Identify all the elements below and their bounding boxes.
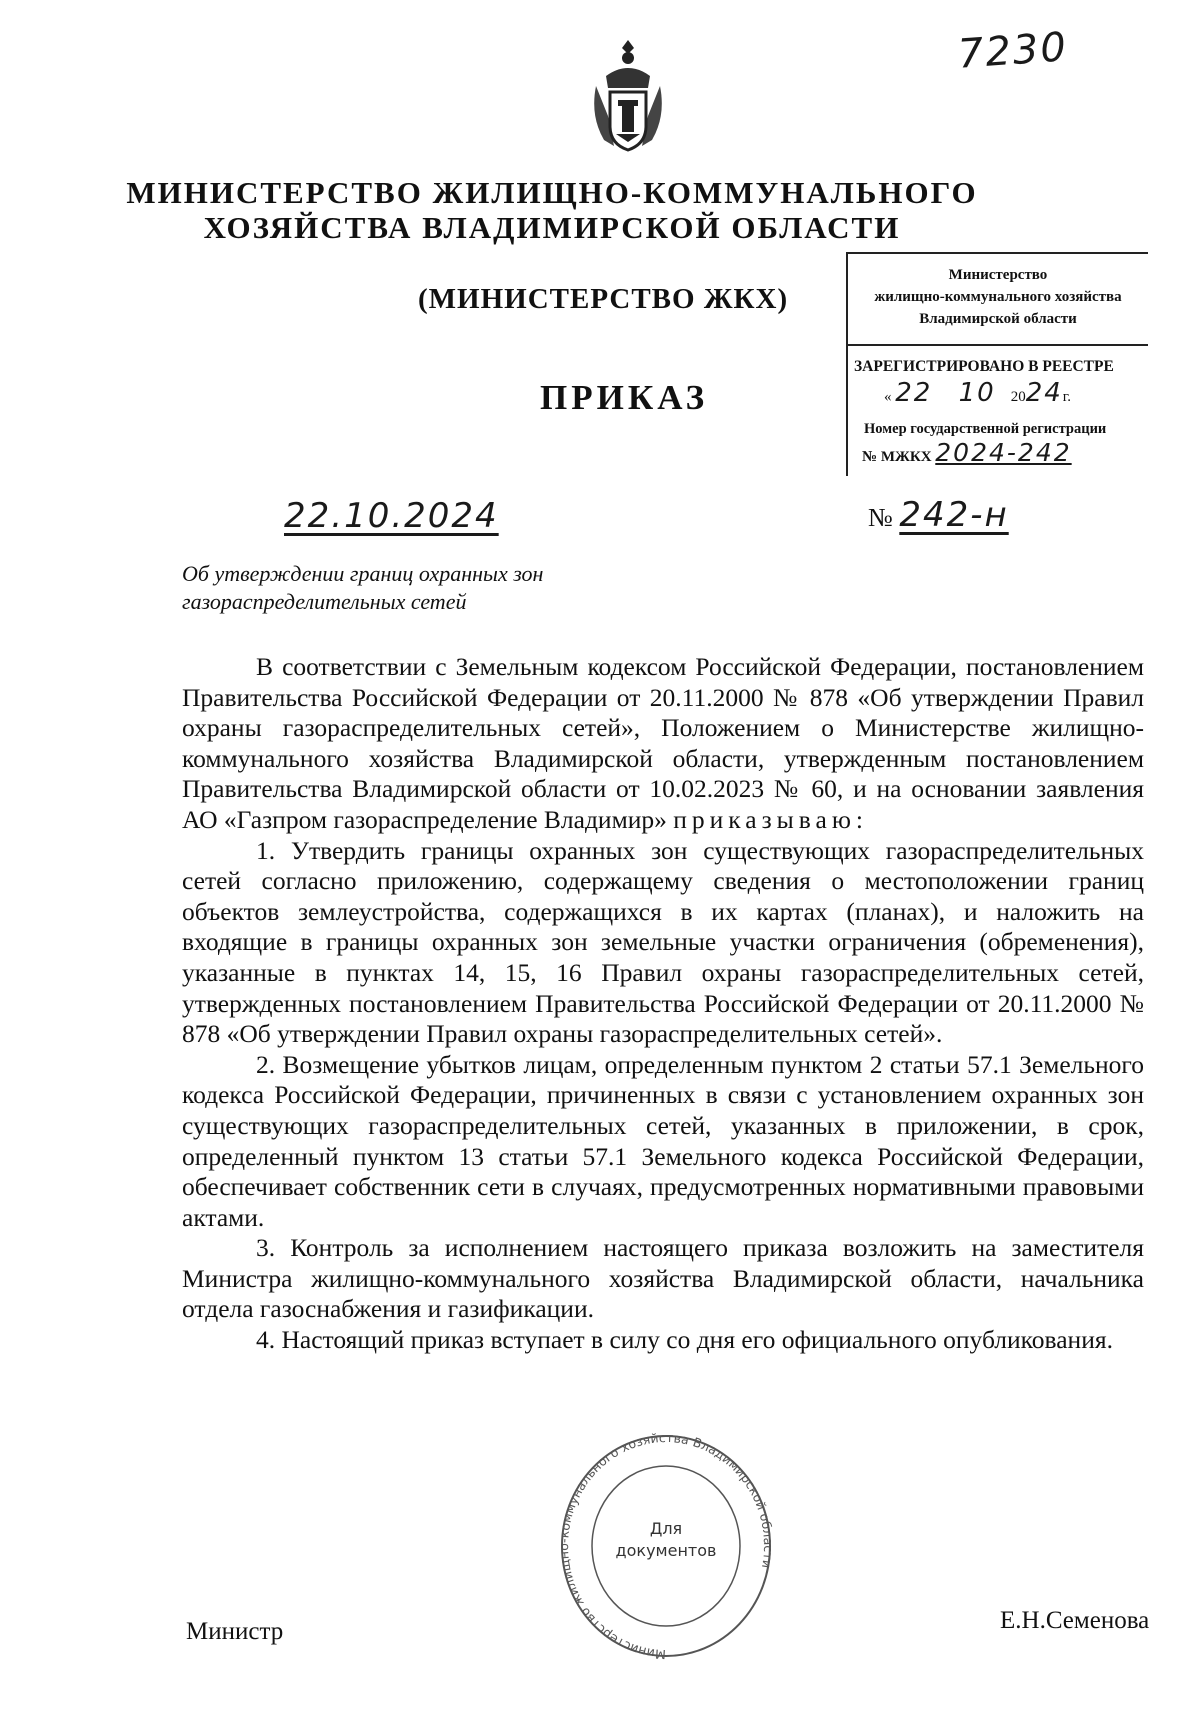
stamp-registered-label: ЗАРЕГИСТРИРОВАНО В РЕЕСТРЕ — [854, 358, 1114, 375]
order-body — [182, 652, 1144, 1356]
ministry-title-line1: МИНИСТЕРСТВО ЖИЛИЩНО-КОММУНАЛЬНОГО — [126, 175, 978, 210]
stamp-org-line2: жилищно-коммунального хозяйства — [874, 289, 1122, 305]
intro-text: В соответствии с Земельным кодексом Российской Федерации, постановлением Правительства Российской Федерации от 20.11.2000 № 878 «Об утверждении Правил охраны газораспределительных сетей», Положением о Министерстве жилищно-коммунального хозяйства Владимирской области, утвержденным постановлением Правительства Владимирской области от 10.02.2023 № 60, и на основании заявления АО «Газпром газораспределение Владимир» — [182, 652, 1144, 834]
order-number-value: 242-н — [899, 495, 1009, 535]
stamp-year-end: г. — [1062, 389, 1071, 405]
stamp-registration-date — [848, 378, 1148, 408]
seal-center-line2: документов — [615, 1541, 717, 1560]
seal-center-line1: Для — [649, 1519, 683, 1538]
stamp-year-prefix: 20 — [1010, 389, 1026, 405]
subject-line2: газораспределительных сетей — [182, 589, 467, 614]
stamp-month: 10 — [958, 378, 996, 408]
item-2: 2. Возмещение убытков лицам, определенным пунктом 2 статьи 57.1 Земельного кодекса Российской Федерации, причиненных в связи с установлением охранных зон существующих газораспределительных сетей, указанных в приложении, в срок, определенный пунктом 13 статьи 57.1 Земельного кодекса Российской Федерации, обеспечивает собственник сети в случаях, предусмотренных нормативными правовыми актами. — [182, 1049, 1144, 1232]
item-1: 1. Утвердить границы охранных зон существующих газораспределительных сетей согласно приложению, содержащему сведения о местоположении границ объектов землеустройства, содержащихся в их картах (планах), и наложить на входящие в границы охранных зон земельные участки ограничения (обременения), указанные в пунктах 14, 15, 16 Правил охраны газораспределительных сетей, утвержденных постановлением Правительства Российской Федерации от 20.11.2000 № 878 «Об утверждении Правил охраны газораспределительных сетей». — [182, 835, 1144, 1049]
subject-line1: Об утверждении границ охранных зон — [182, 561, 544, 586]
stamp-registration-number — [848, 440, 1148, 468]
stamp-year-suffix: 24 — [1025, 378, 1063, 408]
seal-center-text — [556, 1518, 776, 1562]
order-date: 22.10.2024 — [284, 496, 499, 536]
intro-paragraph — [182, 652, 1144, 836]
coat-of-arms-emblem — [588, 36, 668, 156]
ministry-title-line2: ХОЗЯЙСТВА ВЛАДИМИРСКОЙ ОБЛАСТИ — [203, 210, 901, 245]
order-word: приказываю: — [673, 804, 868, 834]
stamp-number-prefix: № МЖКХ — [862, 449, 932, 465]
stamp-number-value: 2024-242 — [935, 438, 1072, 467]
signer-position: Министр — [186, 1618, 284, 1645]
item-4: 4. Настоящий приказ вступает в силу со дня его официального опубликования. — [256, 1325, 1113, 1355]
stamp-org-line1: Министерство — [948, 267, 1048, 283]
registration-stamp-organization — [848, 254, 1148, 344]
seal-ring-text: Министерство жилищно-коммунального хозяйства Владимирской области — [556, 1429, 776, 1663]
stamp-org-line3: Владимирской области — [919, 311, 1077, 327]
order-subject — [182, 560, 543, 616]
signer-name: Е.Н.Семенова — [1000, 1607, 1150, 1634]
handwritten-document-number: 7230 — [956, 24, 1070, 78]
stamp-day: 22 — [895, 378, 933, 408]
document-type-title: ПРИКАЗ — [540, 378, 709, 417]
order-number — [868, 495, 1009, 535]
item-3: 3. Контроль за исполнением настоящего приказа возложить на заместителя Министра жилищно-коммунального хозяйства Владимирской области, начальника отдела газоснабжения и газификации. — [182, 1233, 1144, 1324]
stamp-date-quote: « — [884, 389, 892, 405]
ministry-short-name: (МИНИСТЕРСТВО ЖКХ) — [418, 283, 789, 315]
order-number-prefix: № — [868, 503, 893, 532]
registration-stamp — [846, 252, 1148, 476]
stamp-number-label: Номер государственной регистрации — [864, 421, 1107, 437]
